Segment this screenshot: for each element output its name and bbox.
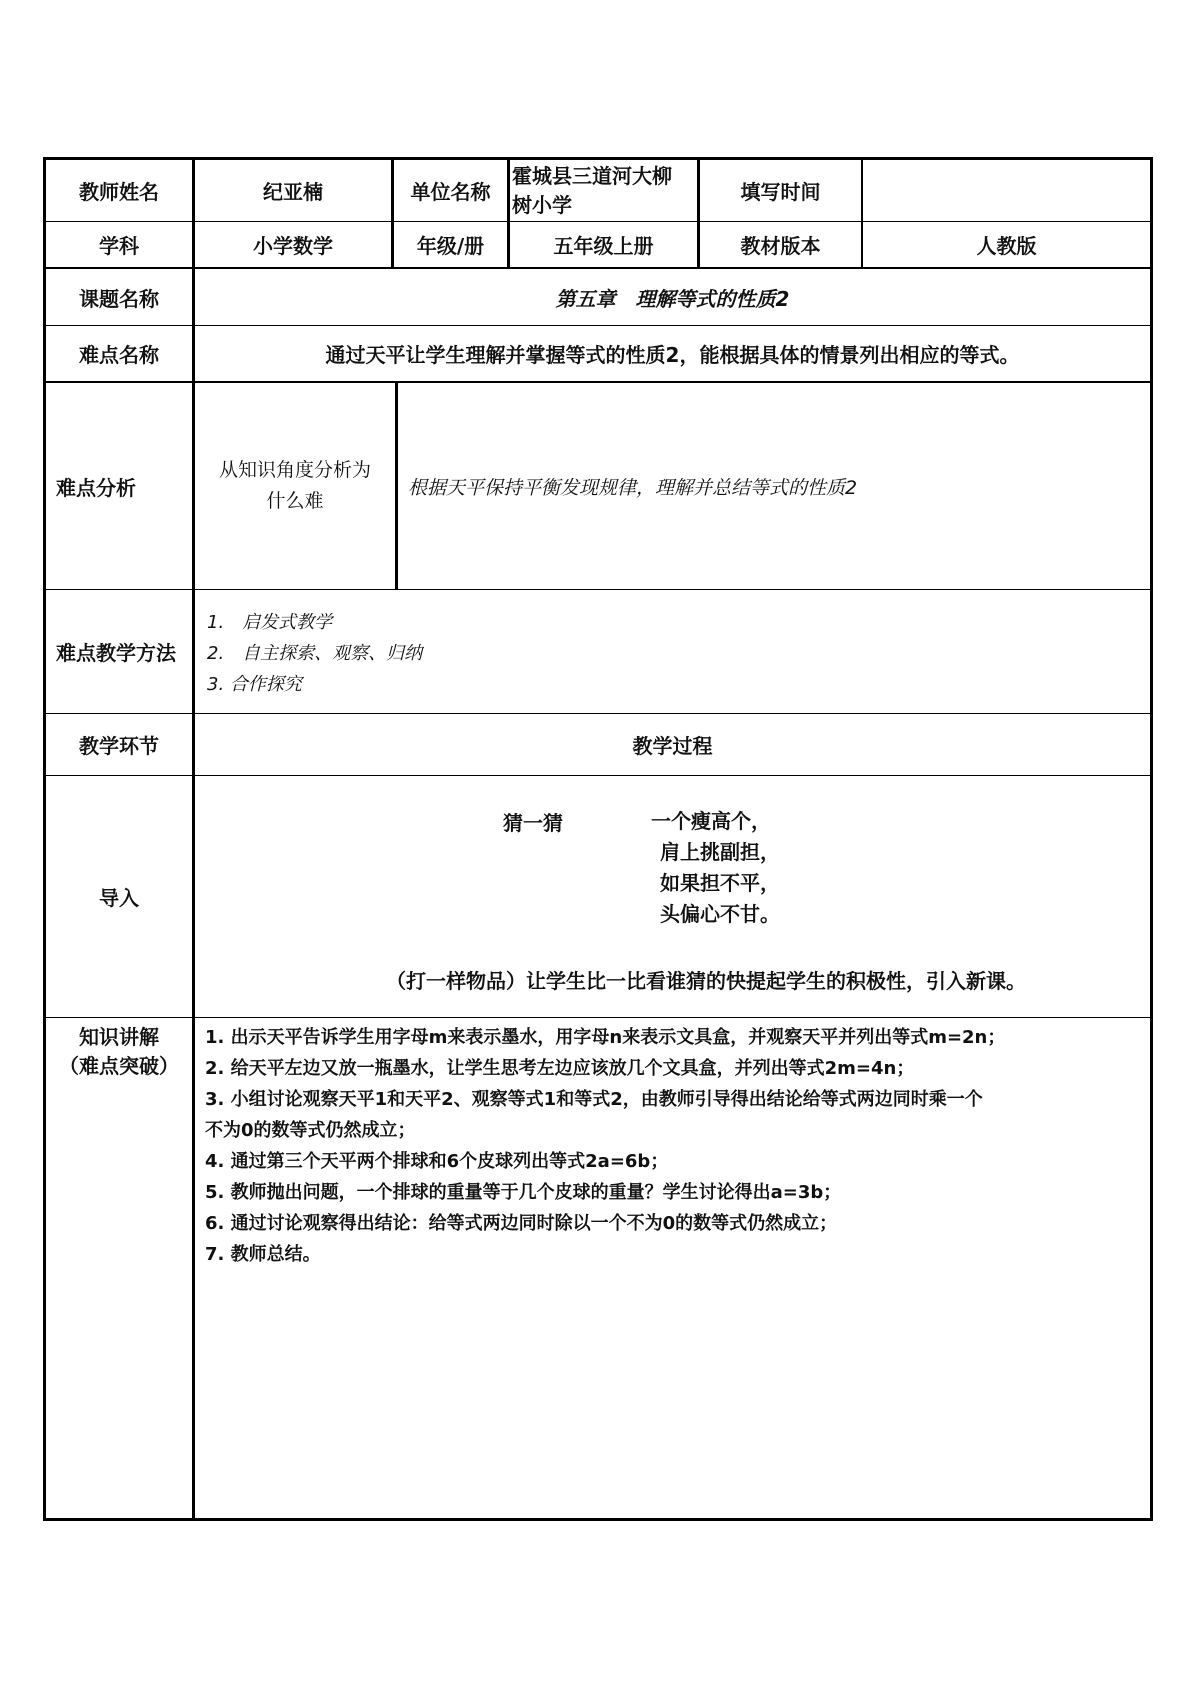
analysis-sub-label-line: 从知识角度分析为 — [218, 459, 371, 481]
riddle-line: 肩上挑副担， — [660, 840, 780, 864]
list-item: 4. 通过第三个天平两个排球和6个皮球列出等式2a=6b； — [205, 1151, 669, 1172]
knowledge-label-line: （难点突破） — [59, 1054, 179, 1078]
riddle-line: 如果担不平， — [660, 871, 780, 895]
unit-name-label: 单位名称 — [410, 180, 491, 204]
riddle-line: 头偏心不甘。 — [660, 902, 780, 926]
analysis-sub-label — [195, 383, 395, 589]
teacher-name-label: 教师姓名 — [79, 180, 159, 204]
edition-value: 人教版 — [976, 234, 1037, 258]
knowledge-label-line: 知识讲解 — [79, 1025, 159, 1049]
list-item: 7. 教师总结。 — [205, 1244, 321, 1265]
list-item: 3. 合作探究 — [207, 674, 302, 695]
teacher-name-value: 纪亚楠 — [263, 180, 323, 204]
row-divider — [43, 1017, 1153, 1018]
list-item: 3. 小组讨论观察天平1和天平2、观察等式1和等式2，由教师引导得出结论给等式两边同时乘一个 — [205, 1089, 983, 1110]
methods-list — [207, 607, 422, 700]
grade-value: 五年级上册 — [553, 234, 654, 258]
process-header: 教学过程 — [632, 734, 713, 758]
unit-name-value — [512, 160, 697, 221]
subject-label: 学科 — [99, 234, 139, 258]
knowledge-label — [46, 1022, 192, 1082]
edition-label: 教材版本 — [740, 234, 821, 258]
list-item: 2. 给天平左边又放一瓶墨水，让学生思考左边应该放几个文具盒，并列出等式2m=4n； — [205, 1058, 915, 1079]
analysis-label: 难点分析 — [56, 475, 136, 500]
subject-value: 小学数学 — [253, 234, 333, 258]
fill-time-label: 填写时间 — [740, 180, 821, 204]
grade-label: 年级/册 — [416, 234, 485, 258]
topic-label: 课题名称 — [79, 286, 159, 311]
intro-label: 导入 — [99, 886, 139, 910]
riddle-lines — [651, 806, 780, 930]
process-label: 教学环节 — [79, 734, 159, 758]
topic-value: 第五章 理解等式的性质2 — [555, 286, 790, 311]
analysis-col-divider — [395, 382, 398, 590]
methods-label: 难点教学方法 — [56, 641, 176, 665]
list-item: 2. 自主探索、观察、归纳 — [207, 643, 423, 664]
difficulty-value: 通过天平让学生理解并掌握等式的性质2，能根据具体的情景列出相应的等式。 — [325, 343, 1020, 367]
row-divider — [43, 589, 1153, 590]
row-divider — [43, 775, 1153, 776]
knowledge-list — [205, 1022, 1005, 1270]
table-border-right — [1150, 157, 1153, 1521]
intro-note: （打一样物品）让学生比一比看谁猜的快提起学生的积极性，引入新课。 — [386, 968, 1026, 993]
unit-name-line: 霍城县三道河大柳 — [512, 163, 672, 188]
analysis-sub-label-line: 什么难 — [266, 490, 324, 512]
list-item: 1. 出示天平告诉学生用字母m来表示墨水，用字母n来表示文具盒，并观察天平并列出等式m=2n； — [205, 1027, 1006, 1048]
list-item: 1. 启发式教学 — [207, 612, 333, 633]
table-border-bottom — [43, 1518, 1153, 1521]
analysis-value: 根据天平保持平衡发现规律，理解并总结等式的性质2 — [408, 476, 858, 499]
riddle-line: 一个瘦高个， — [651, 809, 771, 833]
list-item: 5. 教师抛出问题，一个排球的重量等于几个皮球的重量？学生讨论得出a=3b； — [205, 1182, 842, 1203]
riddle-title: 猜一猜 — [503, 810, 563, 835]
difficulty-label: 难点名称 — [79, 343, 159, 367]
unit-name-line: 树小学 — [512, 192, 572, 217]
list-item: 6. 通过讨论观察得出结论：给等式两边同时除以一个不为0的数等式仍然成立； — [205, 1213, 838, 1234]
fill-time-value — [863, 160, 1150, 221]
list-item: 不为0的数等式仍然成立； — [205, 1120, 416, 1141]
